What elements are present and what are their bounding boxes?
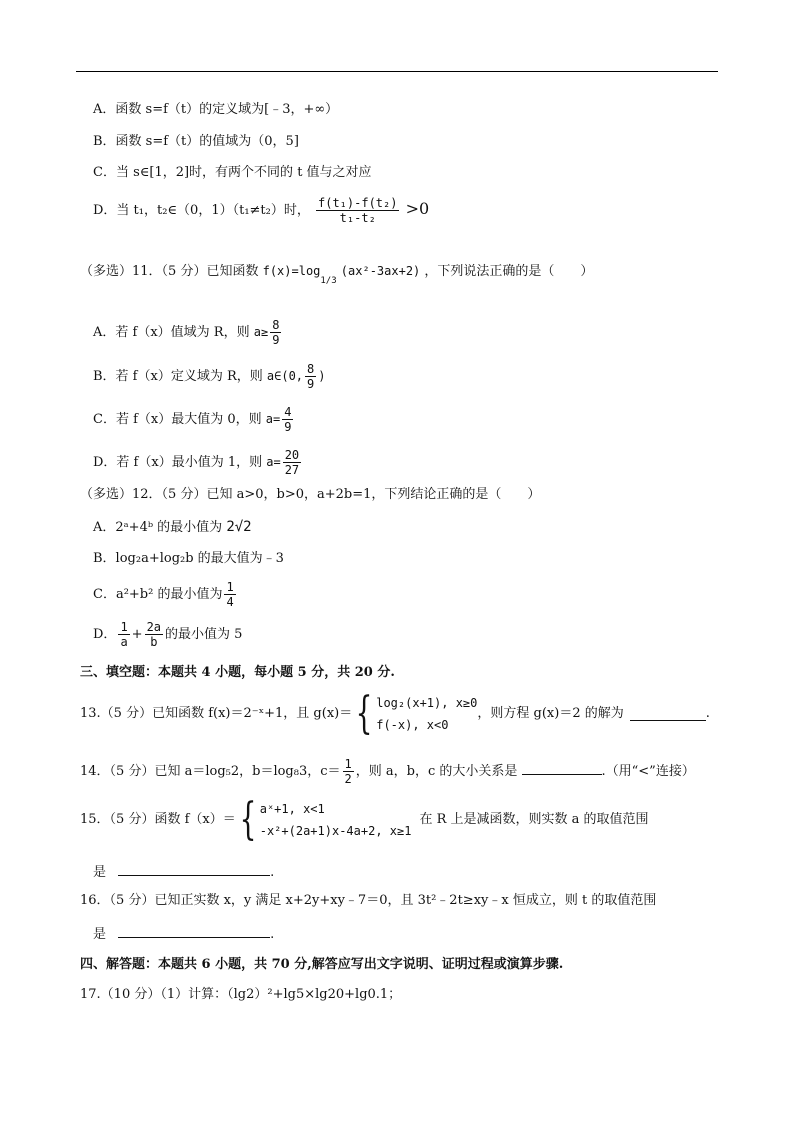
q11-stem [80,262,594,286]
q11-option-c-fraction [282,405,293,434]
q15-text: 15．（5 分）函数 f（x）＝ [80,812,236,827]
q10-option-d-relation: >0 [405,199,430,218]
q12-option-d-plus: + [131,627,143,642]
q11-option-c-relation: a= [265,412,281,426]
fraction-denominator: 2 [344,772,352,786]
q11-option-b-fraction [305,362,316,391]
q11-option-d-text: D．若 f（x）最小值为 1，则 [93,455,263,470]
q13-answer-blank[interactable] [630,707,706,721]
section-3-heading: 三、填空题：本题共 4 小题，每小题 5 分，共 20 分. [80,665,395,680]
q12-option-a-text: A．2ᵃ+4ᵇ 的最小值为 [93,520,223,535]
q15-line-2-text: 是 [93,865,107,880]
q12-option-d-fraction-1 [118,620,129,649]
q12-option-d-fraction-2 [145,620,163,649]
q10-option-b: B．函数 s=f（t）的值域为（0，5] [93,134,299,149]
q12-option-d-text: 的最小值为 5 [165,627,243,642]
q14-note: .（用“<”连接） [601,764,695,779]
q17: 17.（10 分）（1）计算：（lg2）²+lg5×lg20+lg0.1； [80,987,402,1002]
q10-option-a: A．函数 s=f（t）的定义域为[﹣3，+∞） [93,102,339,117]
q11-log-argument: (ax²-3ax+2) [340,264,421,278]
fraction-denominator: 27 [284,463,300,477]
q15 [80,794,649,845]
q15-case-2: -x²+(2a+1)x-4a+2, x≥1 [259,824,412,838]
q16-line-2: 是 . [93,924,274,944]
q14 [80,757,695,786]
fraction-denominator: 9 [272,333,280,347]
q12-option-c [93,580,238,609]
q11-option-c [93,405,295,434]
q12-option-c-fraction [224,580,235,609]
q11-option-b [93,362,325,391]
q16-line-2-text: 是 [93,927,107,942]
q11-log-base: 1/3 [320,276,337,286]
left-brace-icon: { [239,794,257,845]
q15-tail: 在 R 上是减函数，则实数 a 的取值范围 [419,812,649,827]
q11-option-a-relation: a≥ [253,325,269,339]
q12-option-a-value: 2√2 [226,519,252,535]
q16-line-1: 16．（5 分）已知正实数 x，y 满足 x+2y+xy﹣7＝0，且 3t²﹣2t≥xy﹣x 恒成立，则 t 的取值范围 [80,893,657,908]
left-brace-icon: { [355,688,373,739]
q14-answer-blank[interactable] [522,761,602,775]
fraction-denominator: b [150,635,158,649]
section-4-heading: 四、解答题：本题共 6 小题，共 70 分,解答应写出文字说明、证明过程或演算步骤. [80,957,564,972]
q10-option-d [93,196,429,225]
q10-option-d-fraction [316,196,399,225]
q14-fraction [343,757,354,786]
q11-option-b-relation: a∈(0, [266,369,304,383]
q11-stem-tail: ，下列说法正确的是（ ） [424,264,594,279]
fraction-denominator: 4 [226,595,234,609]
fraction-numerator: 1 [120,620,128,634]
q11-option-d-fraction [283,448,301,477]
q12-option-c-text: C．a²+b² 的最小值为 [93,587,223,602]
fraction-numerator: 1 [344,757,352,771]
q13-case-1: log₂(x+1), x≥0 [376,696,478,710]
q15-case-1: aˣ+1, x<1 [259,802,325,816]
q15-piecewise [260,798,412,842]
fraction-numerator: 8 [272,318,280,332]
q12-option-a [93,518,252,537]
fraction-numerator: 2a [146,620,162,634]
q12-option-b: B．log₂a+log₂b 的最大值为﹣3 [93,551,284,566]
fraction-numerator: 8 [307,362,315,376]
fraction-denominator: 9 [284,420,292,434]
q14-tail: ，则 a，b，c 的大小关系是 [355,764,518,779]
q13-case-2: f(-x), x<0 [376,718,449,732]
fraction-numerator: 4 [284,405,292,419]
q12-stem: （多选）12．（5 分）已知 a>0，b>0，a+2b=1，下列结论正确的是（ ） [80,487,541,502]
q13: 13.（5 分）已知函数 f(x)＝2⁻ˣ+1，且 g(x)＝ { log₂(x+1), x≥0 f(-x), x<0 ，则方程 g(x)＝2 的解为 . [80,688,710,739]
q11-option-d-relation: a= [266,455,281,469]
q12-option-d [93,620,242,649]
q16-answer-blank[interactable] [118,924,270,938]
q11-option-b-close: ) [318,369,326,383]
q10-option-d-text: D．当 t₁，t₂∈（0，1）（t₁≠t₂）时， [93,203,310,218]
q13-piecewise [376,692,477,736]
q13-tail: ，则方程 g(x)＝2 的解为 [477,706,624,721]
q11-stem-text: （多选）11．（5 分）已知函数 [80,264,259,279]
fraction-denominator: a [120,635,128,649]
q13-text: 13.（5 分）已知函数 f(x)＝2⁻ˣ+1，且 g(x)＝ [80,706,353,721]
q11-option-b-text: B．若 f（x）定义域为 R，则 [93,369,263,384]
q11-option-a [93,318,283,347]
q11-option-c-text: C．若 f（x）最大值为 0，则 [93,412,262,427]
fraction-numerator: 1 [226,580,234,594]
fraction-denominator: 9 [307,377,315,391]
q11-option-a-text: A．若 f（x）值域为 R，则 [93,325,250,340]
fraction-denominator: t₁-t₂ [339,211,376,225]
q14-text: 14．（5 分）已知 a＝log₅2，b＝log₈3，c＝ [80,764,341,779]
q11-option-a-fraction [270,318,281,347]
q15-line-2: 是 . [93,862,274,882]
fraction-numerator: f(t₁)-f(t₂) [318,196,398,210]
q11-function-name: f(x)=log [262,264,321,278]
q15-answer-blank[interactable] [118,862,270,876]
header-rule [76,71,718,72]
q12-option-d-label: D． [93,627,117,642]
q11-option-d [93,448,303,477]
q10-option-c: C．当 s∈[1，2]时，有两个不同的 t 值与之对应 [93,165,372,180]
fraction-numerator: 20 [284,448,300,462]
